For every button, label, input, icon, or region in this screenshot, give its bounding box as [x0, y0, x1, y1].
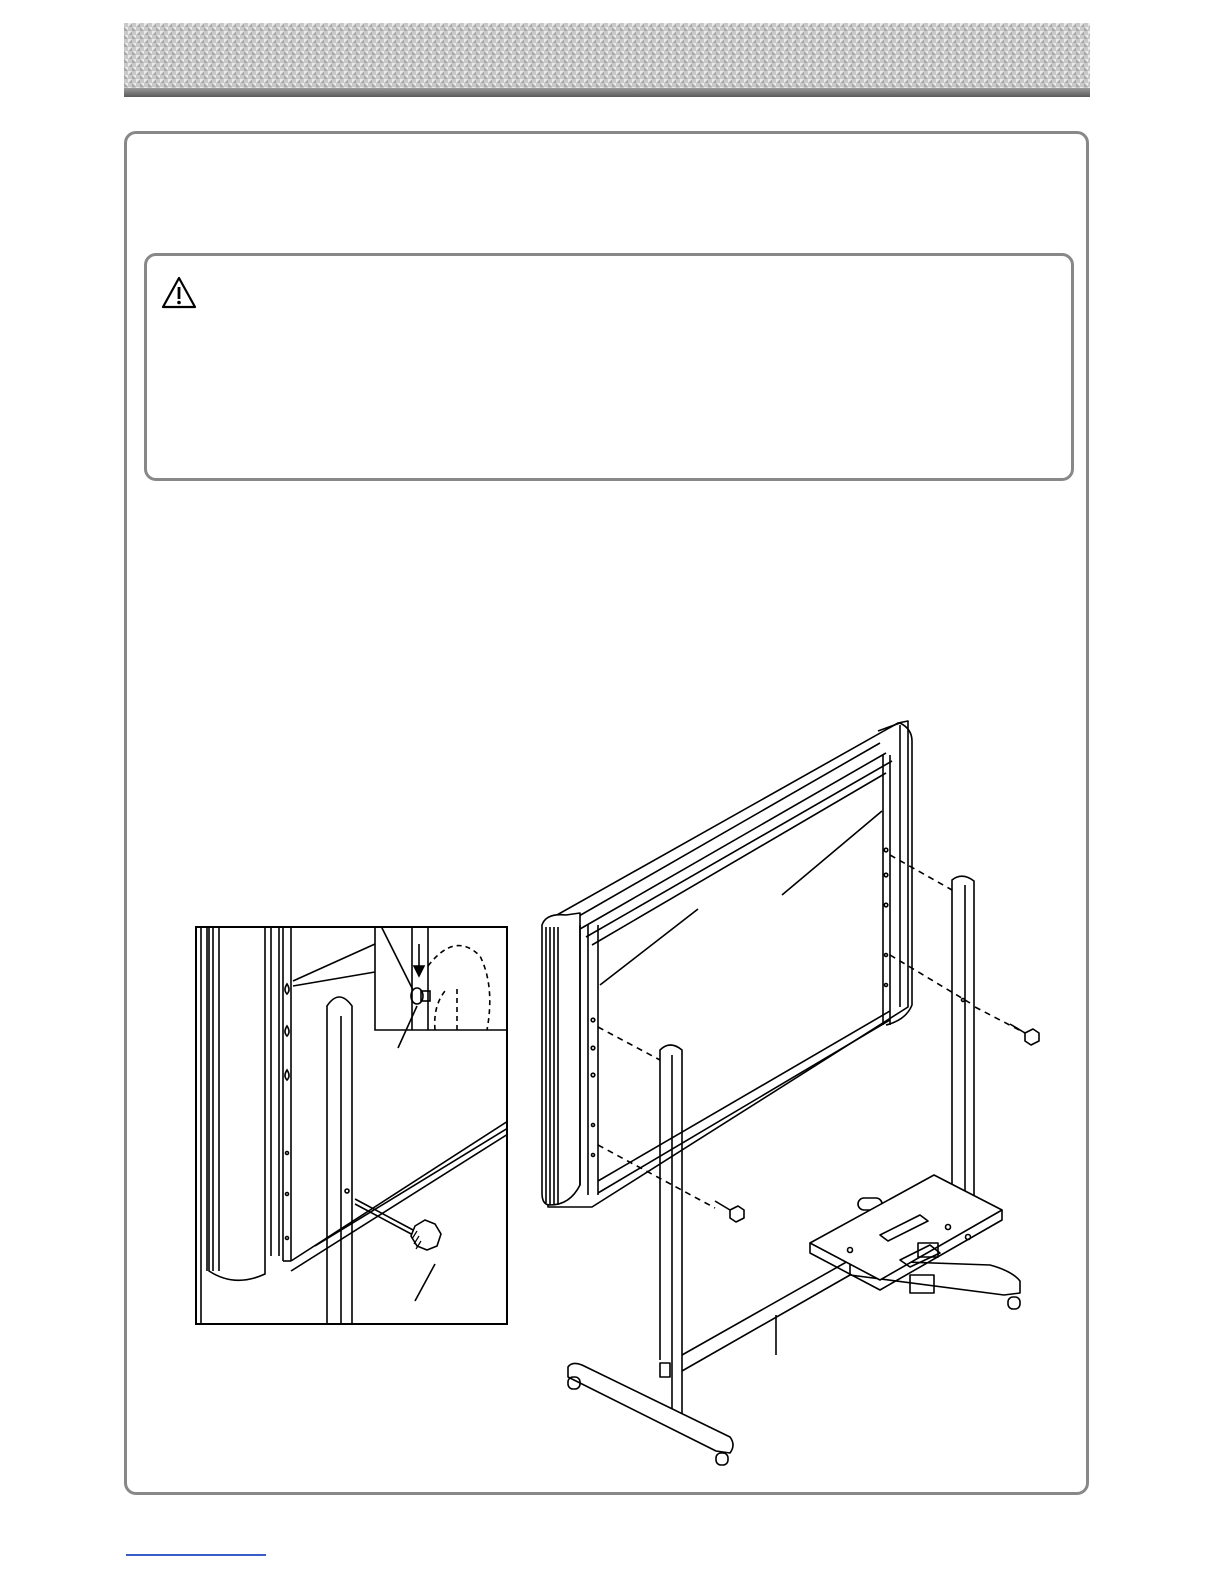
warning-icon	[161, 276, 197, 310]
caution-box	[144, 253, 1074, 481]
whiteboard-stand-assembly	[520, 715, 1040, 1485]
detail-inset	[195, 926, 508, 1325]
footer-rule	[126, 1554, 266, 1556]
mounting-bolt-detail	[195, 926, 508, 1325]
header-banner	[124, 23, 1090, 97]
